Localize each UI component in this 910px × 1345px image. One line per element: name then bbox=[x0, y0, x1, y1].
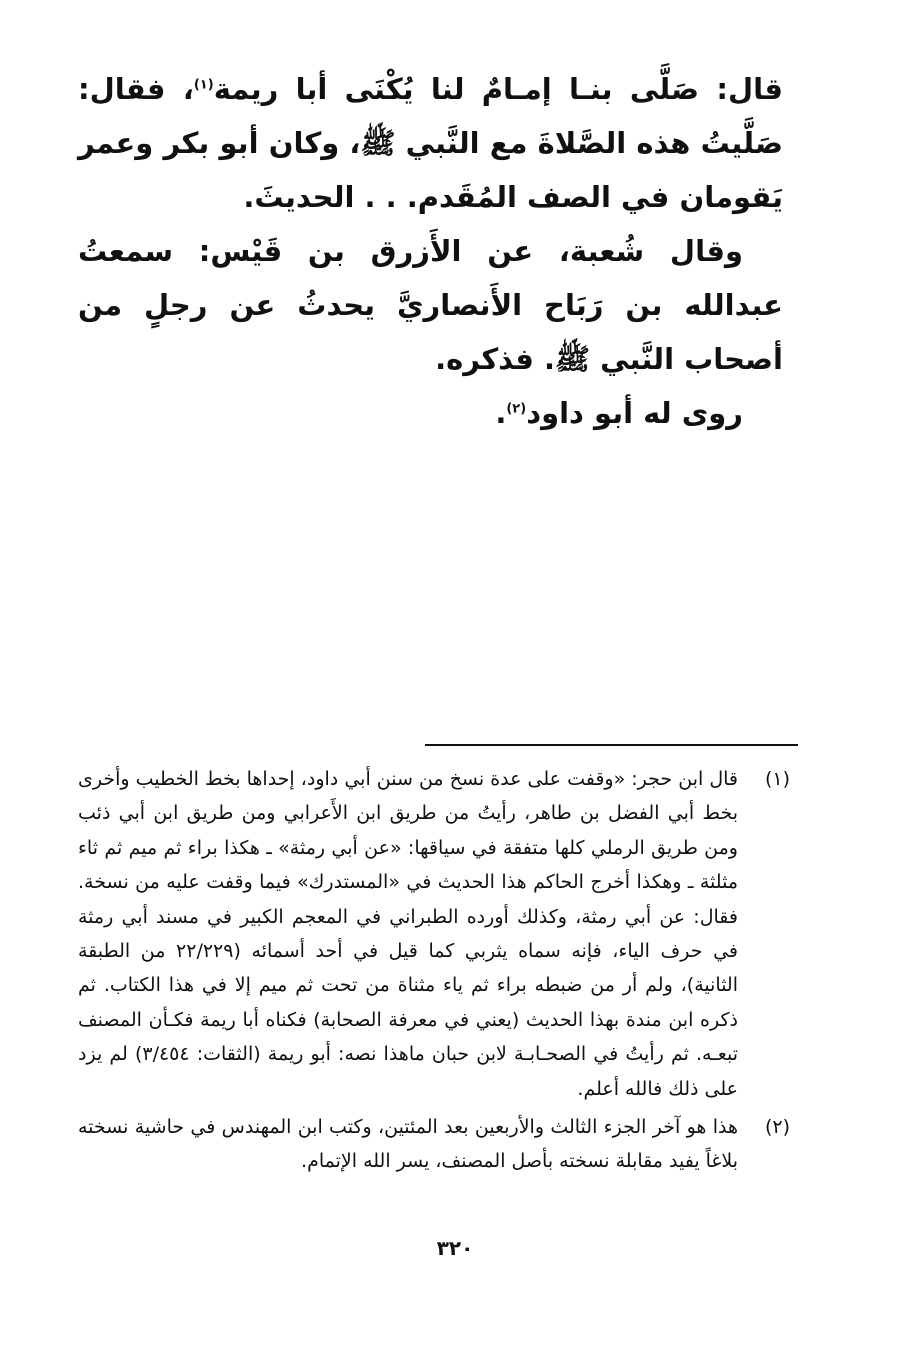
footnote-1 bbox=[78, 762, 790, 1106]
footnotes bbox=[78, 762, 790, 1183]
footnote-ref-1: (١) bbox=[193, 77, 214, 93]
page-number: ٣٢٠ bbox=[436, 1236, 474, 1260]
footnote-2 bbox=[78, 1110, 790, 1179]
paragraph-1 bbox=[78, 62, 783, 224]
paragraph-3-text: روى له أبو داود bbox=[526, 396, 743, 430]
footnote-divider bbox=[425, 744, 798, 746]
footnote-text: هذا هو آخر الجزء الثالث والأربعين بعد المئتين، وكتب ابن المهندس في حاشية نسخته بلاغاً يفيد مقابلة نسخته بأصل المصنف، يسر الله الإتمام. bbox=[78, 1116, 738, 1173]
paragraph-3 bbox=[78, 386, 783, 440]
footnote-number: (٢) bbox=[764, 1116, 790, 1139]
paragraph-2: وقال شُعبة، عن الأَزرق بن قَيْس: سمعتُ عبدالله بن رَبَاح الأَنصاريَّ يحدثُ عن رجلٍ من أصحاب النَّبي ﷺ. فذكره. bbox=[78, 234, 783, 376]
paragraph-1-text: قال: صَلَّى بنـا إمـامٌ لنا يُكْنَى أبا ريمة bbox=[213, 72, 784, 106]
footnote-number: (١) bbox=[764, 768, 790, 790]
paragraph-1-rest: ، فقال: صَلَّيتُ هذه الصَّلاةَ مع النَّبي ﷺ، وكان أبو بكر وعمر يَقومان في الصف المُقَدم. . . الحديثَ. bbox=[78, 72, 783, 214]
footnote-text: قال ابن حجر: «وقفت على عدة نسخ من سنن أبي داود، إحداها بخط الخطيب وأخرى بخط أبي الفضل بن طاهر، رأيتُ من طريق ابن الأَعرابي ومن طريق ابن أبي ذئب ومن طريق الرملي كلها متفقة في سياقها: «عن أبي رمثة» ـ هكذا براء ثم ميم ثم ثاء مثلثة ـ وهكذا أخرج الحاكم هذا الحديث في «المستدرك» فيما وقفت عليه من نسخة. فقال: عن أبي رمثة، وكذلك أورده الطبراني في المعجم الكبير في مسند أبي رمثة في حرف الياء، فإنه سماه يثربي كما قيل في أحد أسمائه (٢٢/٢٢٩ من الطبقة الثانية)، ولم أر من ضبطه براء ثم ياء مثناة من تحت ثم ميم إلا في هذا الكتاب. ثم ذكره ابن مندة بهذا الحديث (يعني في معرفة الصحابة) فكناه أبا ريمة فكـأن المصنف تبعـه. ثم رأيتُ في الصحـابـة لابن حبان ماهذا نصه: أبو ريمة (الثقات: ٣/٤٥٤) لم يزد على ذلك فالله أعلم. bbox=[78, 768, 739, 1100]
footnote-ref-2: (٢) bbox=[506, 401, 527, 417]
main-text bbox=[78, 62, 783, 440]
paragraph-3-end: . bbox=[495, 396, 507, 430]
